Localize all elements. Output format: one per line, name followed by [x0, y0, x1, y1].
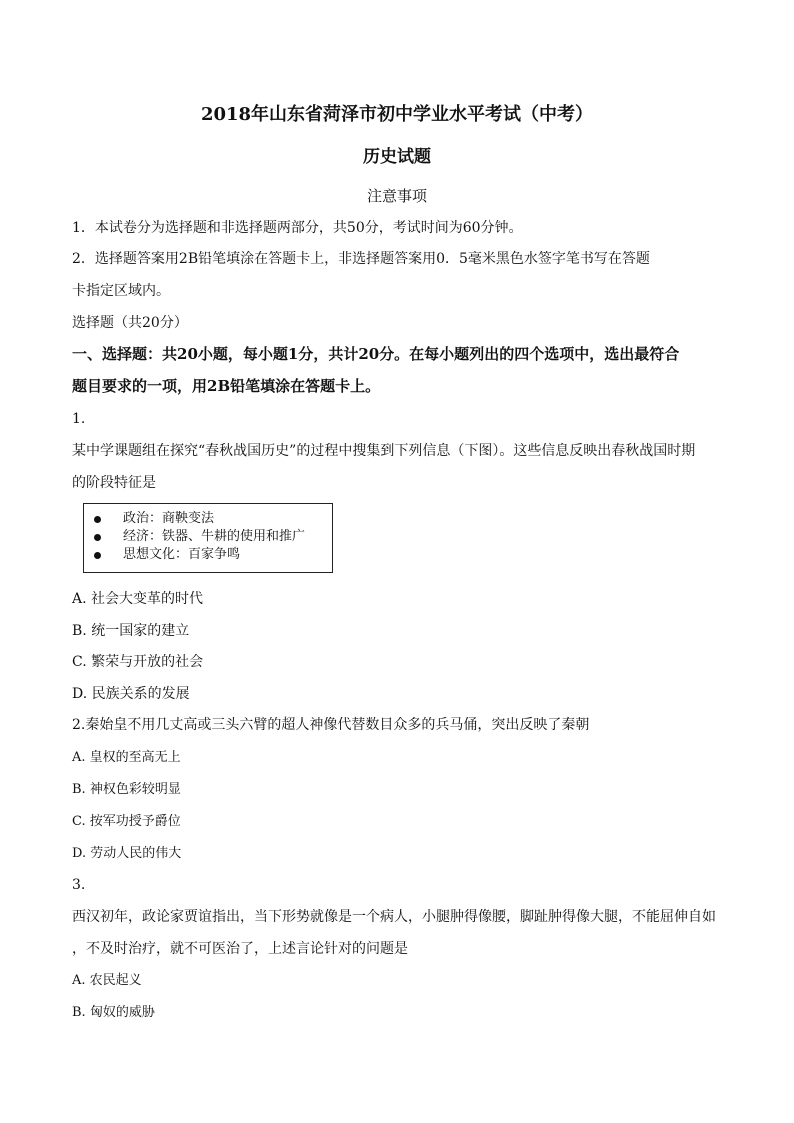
- section-instruction-2: 题目要求的一项，用2B铅笔填涂在答题卡上。: [72, 377, 381, 395]
- question-1-option-c: C. 繁荣与开放的社会: [72, 654, 204, 670]
- question-2-option-b: B. 神权色彩较明显: [72, 782, 181, 797]
- question-3-stem-1: 西汉初年，政论家贾谊指出，当下形势就像是一个病人，小腿肿得像腰，脚趾肿得像大腿，不能屈伸自如: [72, 909, 716, 925]
- question-2-option-a: A. 皇权的至高无上: [72, 750, 181, 765]
- notice-line-1: 1．本试卷分为选择题和非选择题两部分，共50分，考试时间为60分钟。: [72, 220, 523, 236]
- info-box-item: [94, 510, 332, 528]
- info-box-item: [94, 528, 332, 546]
- question-1-number: 1.: [72, 411, 86, 427]
- notice-heading: 注意事项: [366, 187, 427, 205]
- question-2-option-c: C. 按军功授予爵位: [72, 814, 181, 829]
- section-instruction-1: 一、选择题：共20小题，每小题1分，共计20分。在每小题列出的四个选项中，选出最符合: [72, 345, 680, 363]
- exam-title: 2018年山东省菏泽市初中学业水平考试（中考）: [200, 104, 594, 125]
- question-1-option-d: D. 民族关系的发展: [72, 686, 190, 702]
- question-1-stem-1: 某中学课题组在探究“春秋战国历史”的过程中搜集到下列信息（下图）。这些信息反映出春秋战国时期: [72, 443, 696, 459]
- question-1-option-b: B. 统一国家的建立: [72, 623, 190, 639]
- info-box-text: 经济：铁器、牛耕的使用和推广: [123, 529, 306, 544]
- info-box-text: 政治：商鞅变法: [123, 511, 215, 526]
- notice-line-3: 卡指定区域内。: [72, 283, 170, 299]
- bullet-icon: [94, 516, 101, 523]
- info-box: [83, 503, 333, 573]
- question-2-number: 2.: [72, 717, 86, 733]
- question-1-stem-2: 的阶段特征是: [72, 475, 156, 491]
- question-2-text: 秦始皇不用几丈高或三头六臂的超人神像代替数目众多的兵马俑，突出反映了秦朝: [85, 717, 590, 733]
- exam-subject: 历史试题: [363, 147, 431, 167]
- question-1-option-a: A. 社会大变革的时代: [72, 591, 204, 607]
- question-3-stem-2: ，不及时治疗，就不可医治了，上述言论针对的问题是: [72, 941, 408, 957]
- info-box-text: 思想文化：百家争鸣: [123, 547, 241, 562]
- question-2-stem: [72, 715, 589, 735]
- question-3-option-b: B. 匈奴的威胁: [72, 1005, 155, 1020]
- info-box-item: [94, 546, 332, 564]
- question-3-option-a: A. 农民起义: [72, 973, 142, 988]
- question-2-option-d: D. 劳动人民的伟大: [72, 846, 182, 861]
- section-label: 选择题（共20分）: [72, 315, 188, 331]
- bullet-icon: [94, 552, 101, 559]
- bullet-icon: [94, 534, 101, 541]
- question-3-number: 3.: [72, 877, 86, 893]
- notice-line-2: 2．选择题答案用2B铅笔填涂在答题卡上，非选择题答案用0．5毫米黑色水签字笔书写在答题: [72, 251, 650, 267]
